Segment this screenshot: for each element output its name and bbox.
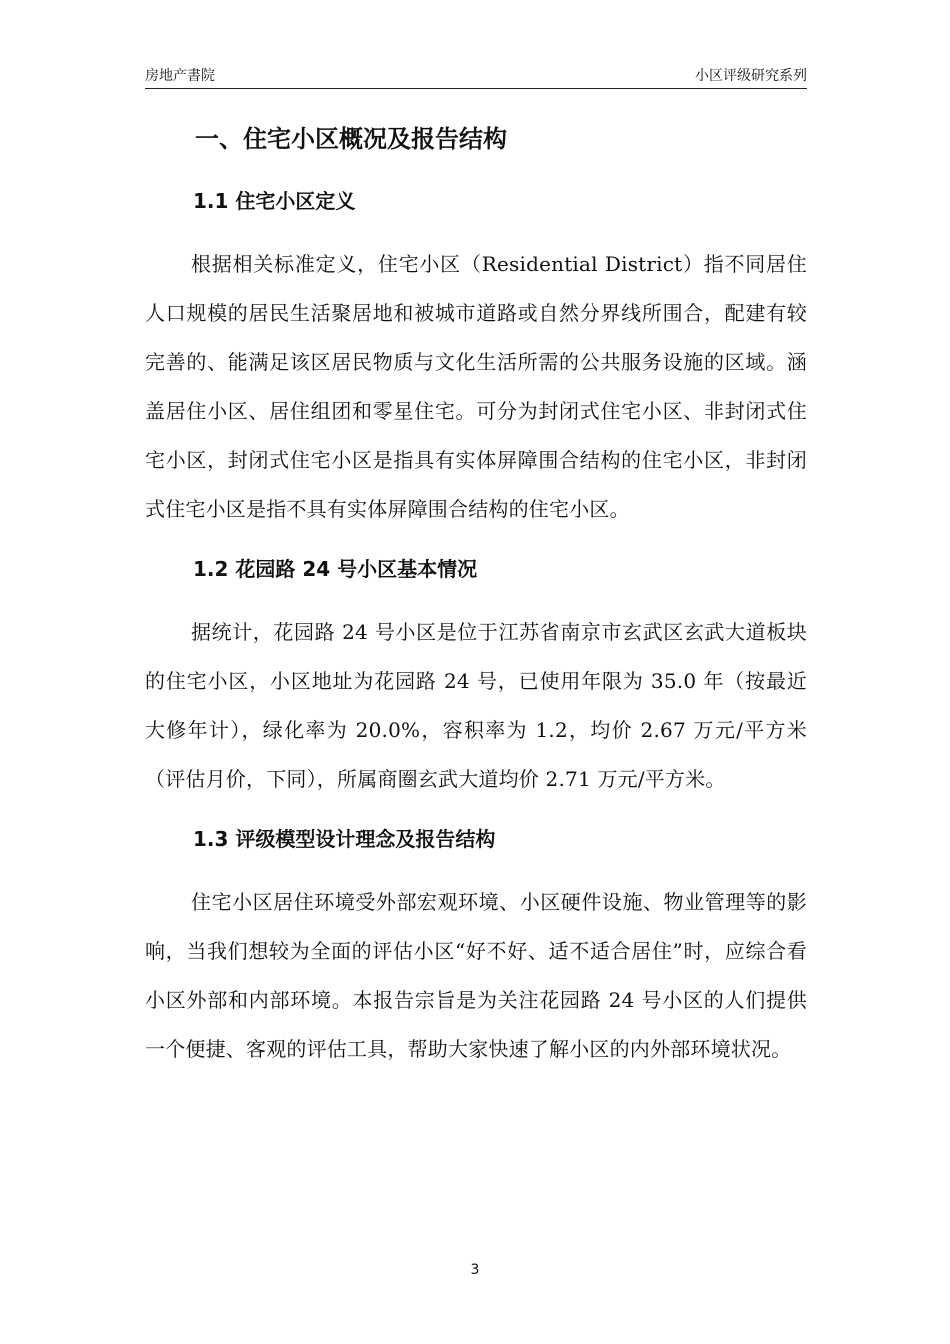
subsection-heading-1-1: 1.1 住宅小区定义 [193, 189, 356, 213]
section-title: 一、住宅小区概况及报告结构 [195, 125, 507, 153]
header-publisher: 房地产書院 [145, 68, 215, 84]
paragraph-basic-info: 据统计，花园路 24 号小区是位于江苏省南京市玄武区玄武大道板块的住宅小区，小区地址为花园路 24 号，已使用年限为 35.0 年（按最近大修年计），绿化率为 20.0%，容积率为 1.2，均价 2.67 万元/平方米（评估月价，下同），所属商圈玄武大道均价 2.71 万元/平方米。 [145, 620, 807, 791]
paragraph-model-design: 住宅小区居住环境受外部宏观环境、小区硬件设施、物业管理等的影响，当我们想较为全面的评估小区“好不好、适不适合居住”时，应综合看小区外部和内部环境。本报告宗旨是为关注花园路 24 号小区的人们提供一个便捷、客观的评估工具，帮助大家快速了解小区的内外部环境状况。 [145, 890, 807, 1061]
page-header [145, 64, 807, 89]
page-number: 3 [470, 1262, 480, 1278]
paragraph-definition: 根据相关标准定义，住宅小区（Residential District）指不同居住人口规模的居民生活聚居地和被城市道路或自然分界线所围合，配建有较完善的、能满足该区居民物质与文化生活所需的公共服务设施的区域。涵盖居住小区、居住组团和零星住宅。可分为封闭式住宅小区、非封闭式住宅小区，封闭式住宅小区是指具有实体屏障围合结构的住宅小区，非封闭式住宅小区是指不具有实体屏障围合结构的住宅小区。 [145, 252, 807, 521]
subsection-heading-1-2: 1.2 花园路 24 号小区基本情况 [193, 557, 478, 581]
subsection-heading-1-3: 1.3 评级模型设计理念及报告结构 [193, 827, 496, 851]
page-content [145, 114, 807, 1074]
header-series-title: 小区评级研究系列 [695, 68, 807, 84]
